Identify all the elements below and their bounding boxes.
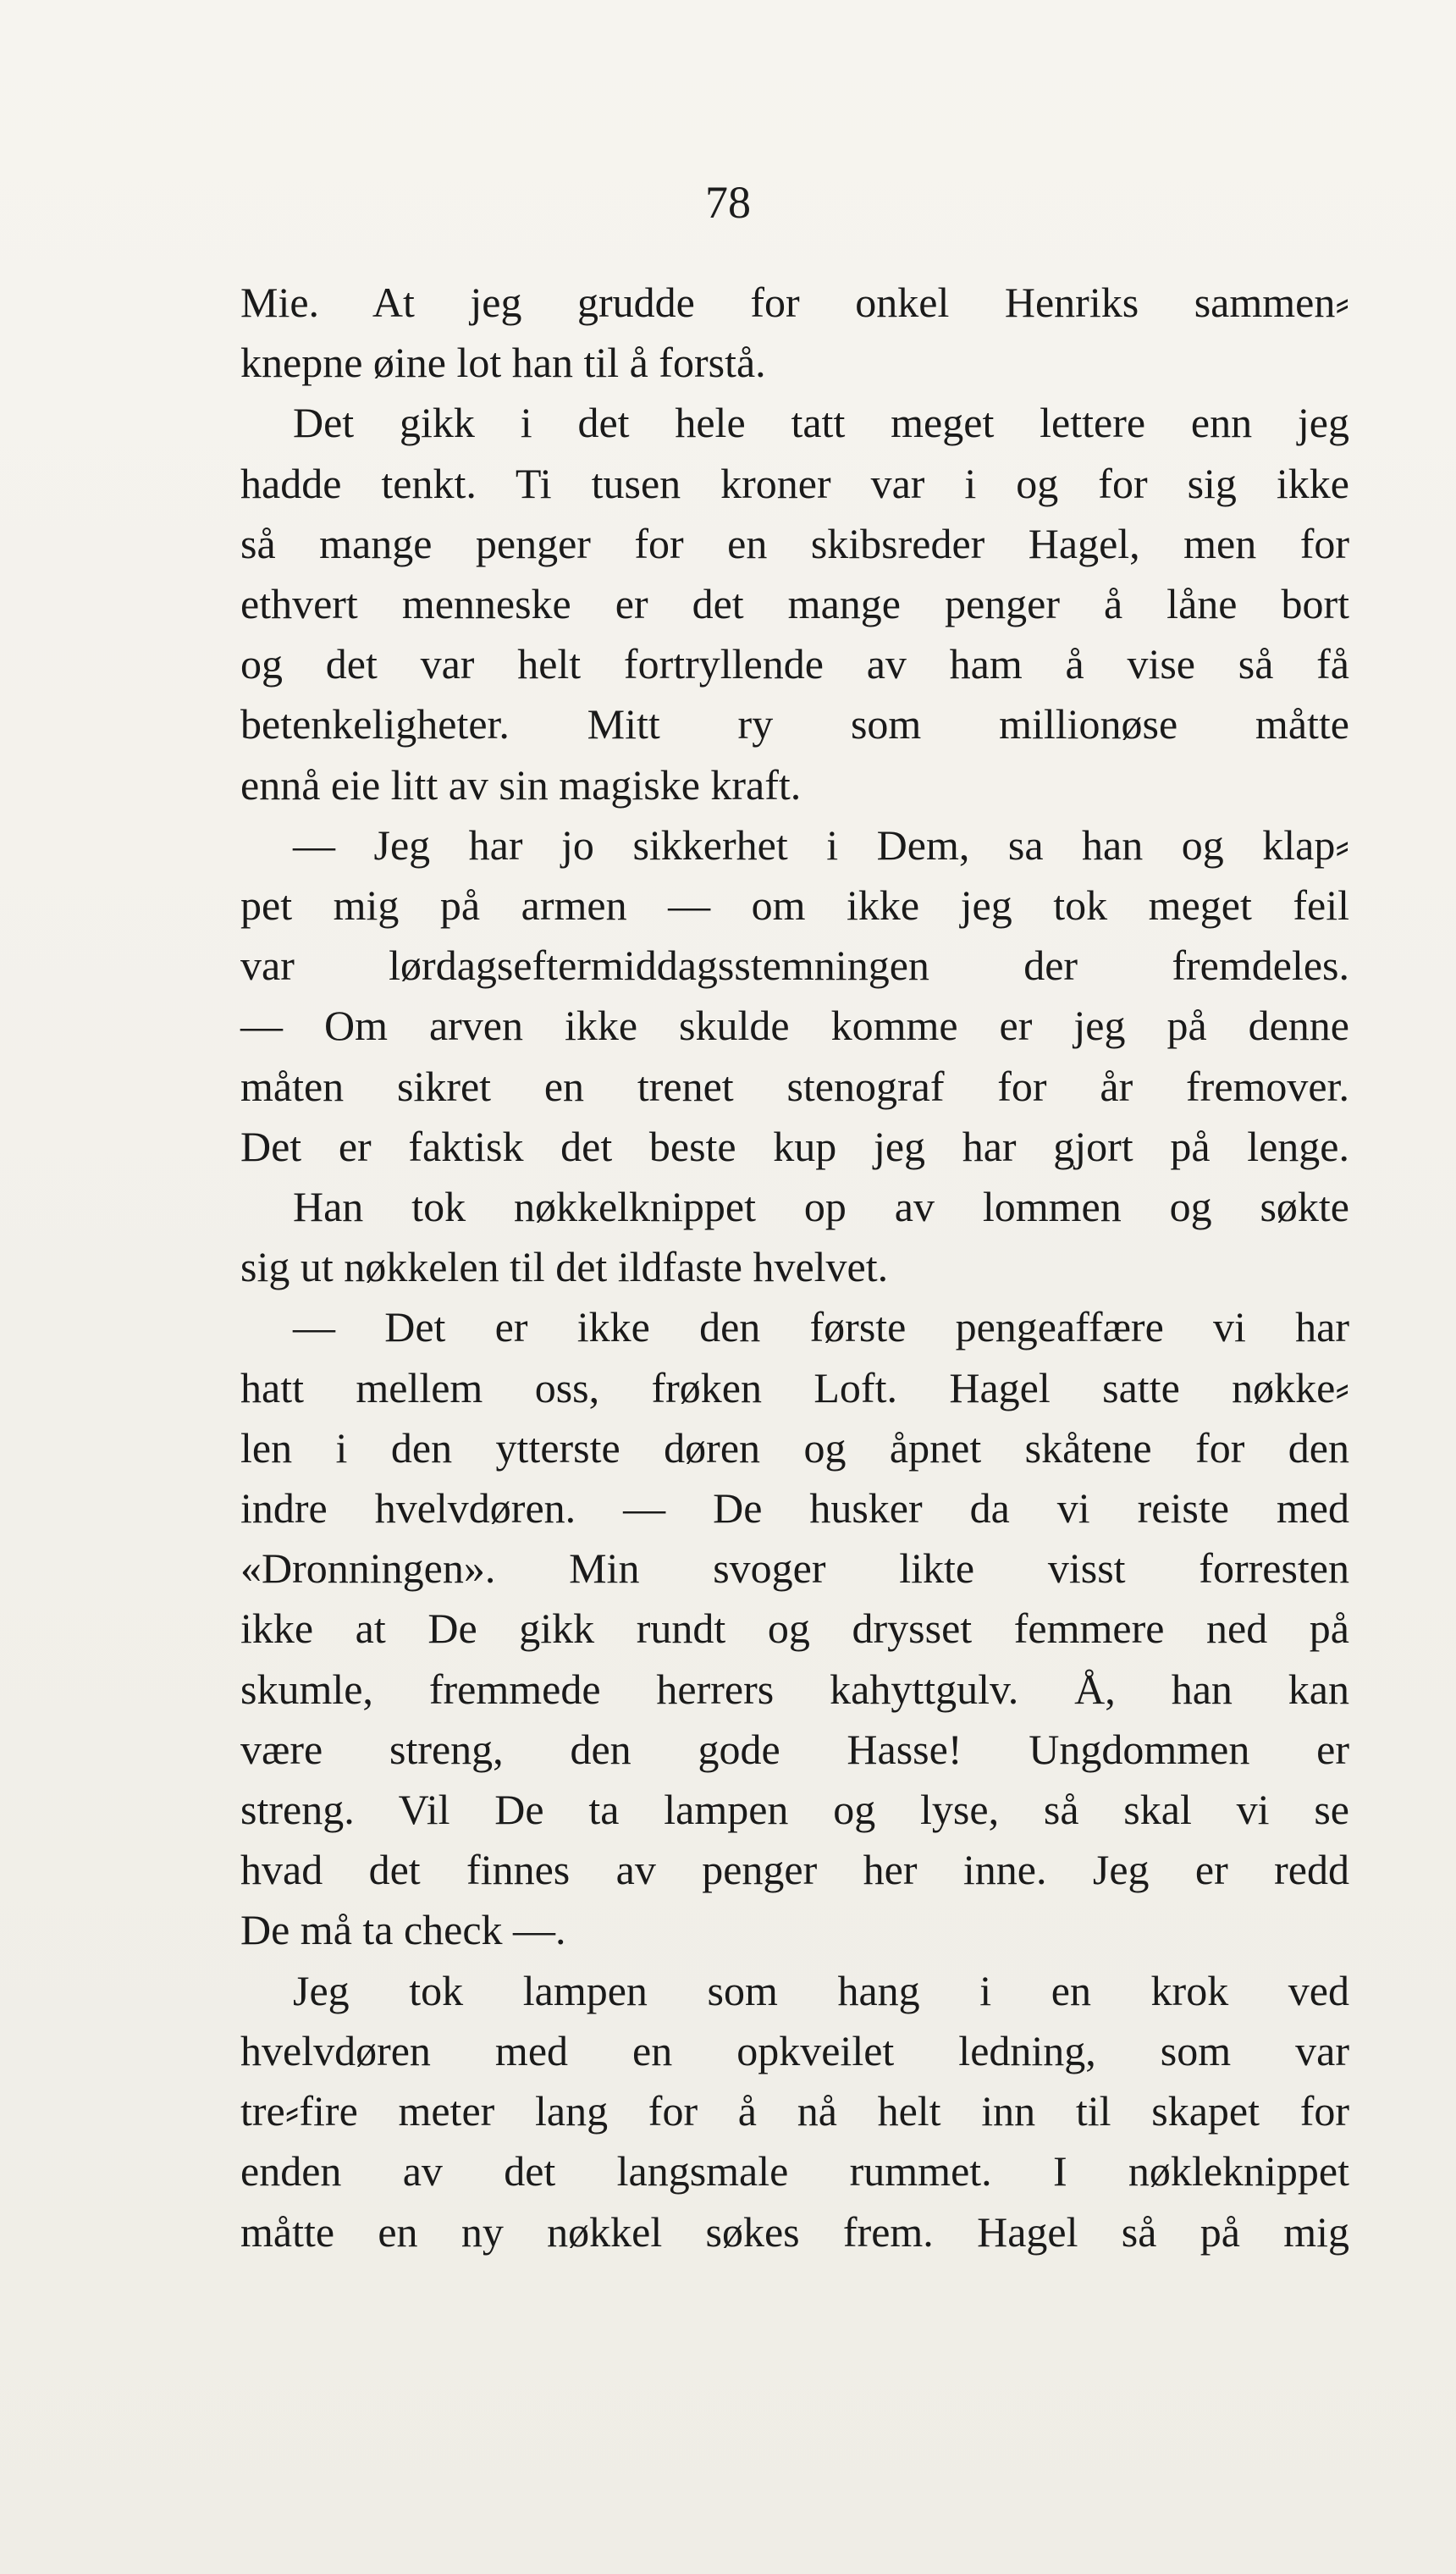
text-line: knepne øine lot han til å forstå. — [240, 339, 766, 387]
text-line: så mange penger for en skibsreder Hagel, men for — [240, 519, 1349, 567]
text-line: — Det er ikke den første pengeaffære vi har — [293, 1303, 1349, 1351]
text-line: hatt mellem oss, frøken Loft. Hagel satte nøkke⸗ — [240, 1363, 1349, 1411]
text-line: hvelvdøren med en opkveilet ledning, som var — [240, 2026, 1349, 2074]
text-line: ikke at De gikk rundt og drysset femmere ned på — [240, 1605, 1349, 1653]
text-line: måtte en ny nøkkel søkes frem. Hagel så på mig — [240, 2207, 1349, 2256]
page-number: 78 — [705, 177, 751, 228]
text-line: ethvert menneske er det mange penger å låne bort — [240, 580, 1349, 628]
text-line: Jeg tok lampen som hang i en krok ved — [293, 1966, 1349, 2014]
text-line: hvad det finnes av penger her inne. Jeg er redd — [240, 1846, 1349, 1894]
text-line: hadde tenkt. Ti tusen kroner var i og for sig ikke — [240, 459, 1349, 507]
text-line: måten sikret en trenet stenograf for år fremover. — [240, 1062, 1349, 1110]
text-line: sig ut nøkkelen til det ildfaste hvelvet. — [240, 1243, 889, 1291]
text-line: var lørdagseftermiddagsstemningen der fremdeles. — [240, 942, 1349, 990]
text-line: tre⸗fire meter lang for å nå helt inn til skapet for — [240, 2087, 1349, 2135]
text-line: len i den ytterste døren og åpnet skåtene for den — [240, 1423, 1349, 1472]
text-line: — Om arven ikke skulde komme er jeg på denne — [240, 1002, 1349, 1050]
text-line: Han tok nøkkelknippet op av lommen og søkte — [293, 1183, 1349, 1231]
text-line: være streng, den gode Hasse! Ungdommen er — [240, 1725, 1349, 1773]
text-line: pet mig på armen — om ikke jeg tok meget feil — [240, 881, 1349, 930]
text-line: Mie. At jeg grudde for onkel Henriks sammen⸗ — [240, 279, 1349, 326]
text-line: streng. Vil De ta lampen og lyse, så skal vi se — [240, 1786, 1349, 1834]
text-line: betenkeligheter. Mitt ry som millionøse måtte — [240, 700, 1349, 748]
text-line: skumle, fremmede herrers kahyttgulv. Å, han kan — [240, 1665, 1349, 1713]
text-line: Det gikk i det hele tatt meget lettere enn jeg — [293, 399, 1349, 447]
text-line: enden av det langsmale rummet. I nøkleknippet — [240, 2147, 1349, 2196]
text-line: Det er faktisk det beste kup jeg har gjort på lenge. — [240, 1122, 1349, 1170]
text-line: — Jeg har jo sikkerhet i Dem, sa han og klap⸗ — [293, 820, 1349, 869]
text-line: ennå eie litt av sin magiske kraft. — [240, 760, 802, 809]
text-line: og det var helt fortryllende av ham å vise så få — [240, 640, 1349, 688]
body-text — [240, 273, 1349, 2262]
text-line: «Dronningen». Min svoger likte visst forresten — [240, 1544, 1349, 1593]
text-line: indre hvelvdøren. — De husker da vi reiste med — [240, 1484, 1349, 1533]
text-line: De må ta check —. — [240, 1906, 566, 1954]
